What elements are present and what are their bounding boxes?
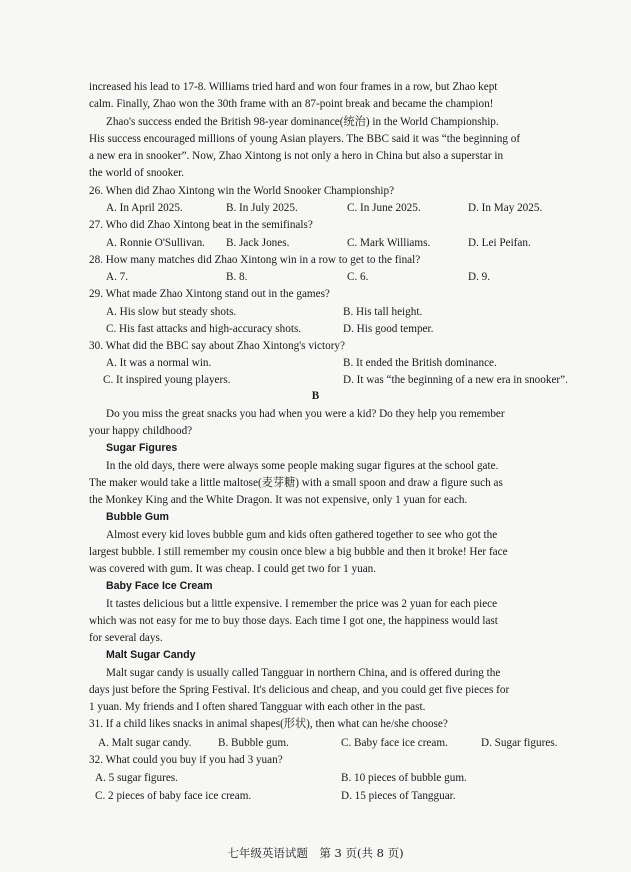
option-b: B. Jack Jones.: [226, 237, 290, 249]
option-b: B. It ended the British dominance.: [343, 357, 497, 369]
option-d: D. Lei Peifan.: [468, 237, 531, 249]
option-a: A. It was a normal win.: [106, 357, 212, 369]
option-b: B. Bubble gum.: [218, 737, 289, 749]
option-b: B. In July 2025.: [226, 202, 298, 214]
snack-line: Almost every kid loves bubble gum and kids often gathered together to see who got the: [106, 529, 498, 541]
snack-line: The maker would take a little maltose(麦芽糖) with a small spoon and draw a figure such as: [89, 477, 503, 489]
option-b: B. 8.: [226, 271, 248, 283]
passage-line: calm. Finally, Zhao won the 30th frame with an 87-point break and became the champion!: [89, 98, 494, 110]
snack-line: Malt sugar candy is usually called Tangguar in northern China, and is offered during the: [106, 667, 501, 679]
option-d: D. It was “the beginning of a new era in snooker”.: [343, 374, 568, 386]
snack-heading: Malt Sugar Candy: [106, 649, 196, 661]
option-a: A. His slow but steady shots.: [106, 306, 237, 318]
passage-line: His success encouraged millions of young Asian players. The BBC said it was “the beginning of: [89, 133, 521, 145]
question-stem: 31. If a child likes snacks in animal shapes(形状), then what can he/she choose?: [89, 718, 448, 730]
option-a: A. Malt sugar candy.: [98, 737, 192, 749]
page-footer: 七年级英语试题 第 3 页(共 8 页): [227, 846, 404, 860]
option-c: C. 6.: [347, 271, 369, 283]
option-c: C. In June 2025.: [347, 202, 421, 214]
snack-heading: Bubble Gum: [106, 511, 169, 523]
option-d: D. 15 pieces of Tangguar.: [341, 790, 456, 802]
option-c: C. Baby face ice cream.: [341, 737, 448, 749]
option-c: C. Mark Williams.: [347, 237, 431, 249]
section-label: B: [311, 390, 320, 402]
question-stem: 26. When did Zhao Xintong win the World Snooker Championship?: [89, 185, 395, 197]
intro-line: Do you miss the great snacks you had when you were a kid? Do they help you remember: [106, 408, 505, 420]
option-d: D. 9.: [468, 271, 491, 283]
question-stem: 28. How many matches did Zhao Xintong win in a row to get to the final?: [89, 254, 421, 266]
snack-line: In the old days, there were always some people making sugar figures at the school gate.: [106, 460, 499, 472]
option-a: A. Ronnie O'Sullivan.: [106, 237, 205, 249]
option-a: A. 7.: [106, 271, 129, 283]
intro-line: your happy childhood?: [89, 425, 193, 437]
snack-line: largest bubble. I still remember my cousin once blew a big bubble and then it broke! Her face: [89, 546, 508, 558]
option-c: C. 2 pieces of baby face ice cream.: [95, 790, 252, 802]
passage-line: a new era in snooker”. Now, Zhao Xintong is not only a hero in China but also a superstar in: [89, 150, 504, 162]
option-a: A. In April 2025.: [106, 202, 183, 214]
option-c: C. His fast attacks and high-accuracy shots.: [106, 323, 302, 335]
snack-heading: Baby Face Ice Cream: [106, 580, 213, 592]
option-b: B. His tall height.: [343, 306, 423, 318]
option-c: C. It inspired young players.: [103, 374, 231, 386]
option-b: B. 10 pieces of bubble gum.: [341, 772, 467, 784]
question-stem: 27. Who did Zhao Xintong beat in the semifinals?: [89, 219, 313, 231]
snack-line: days just before the Spring Festival. It's delicious and cheap, and you could get five pieces for: [89, 684, 510, 696]
option-d: D. In May 2025.: [468, 202, 543, 214]
snack-line: for several days.: [89, 632, 163, 644]
question-stem: 32. What could you buy if you had 3 yuan?: [89, 754, 283, 766]
snack-heading: Sugar Figures: [106, 442, 178, 454]
passage-line: the world of snooker.: [89, 167, 185, 179]
option-d: D. Sugar figures.: [481, 737, 558, 749]
question-stem: 29. What made Zhao Xintong stand out in the games?: [89, 288, 330, 300]
snack-line: the Monkey King and the White Dragon. It was not expensive, only 1 yuan for each.: [89, 494, 468, 506]
option-d: D. His good temper.: [343, 323, 434, 335]
snack-line: which was not easy for me to buy those days. Each time I got one, the happiness would last: [89, 615, 498, 627]
snack-line: It tastes delicious but a little expensive. I remember the price was 2 yuan for each piece: [106, 598, 498, 610]
question-stem: 30. What did the BBC say about Zhao Xintong's victory?: [89, 340, 345, 352]
passage-line: Zhao's success ended the British 98-year dominance(统治) in the World Championship.: [106, 116, 499, 128]
snack-line: was covered with gum. It was cheap. I could get two for 1 yuan.: [89, 563, 377, 575]
snack-line: 1 yuan. My friends and I often shared Tangguar with each other in the past.: [89, 701, 426, 713]
passage-line: increased his lead to 17-8. Williams tried hard and won four frames in a row, but Zhao kept: [89, 81, 498, 93]
option-a: A. 5 sugar figures.: [95, 772, 178, 784]
